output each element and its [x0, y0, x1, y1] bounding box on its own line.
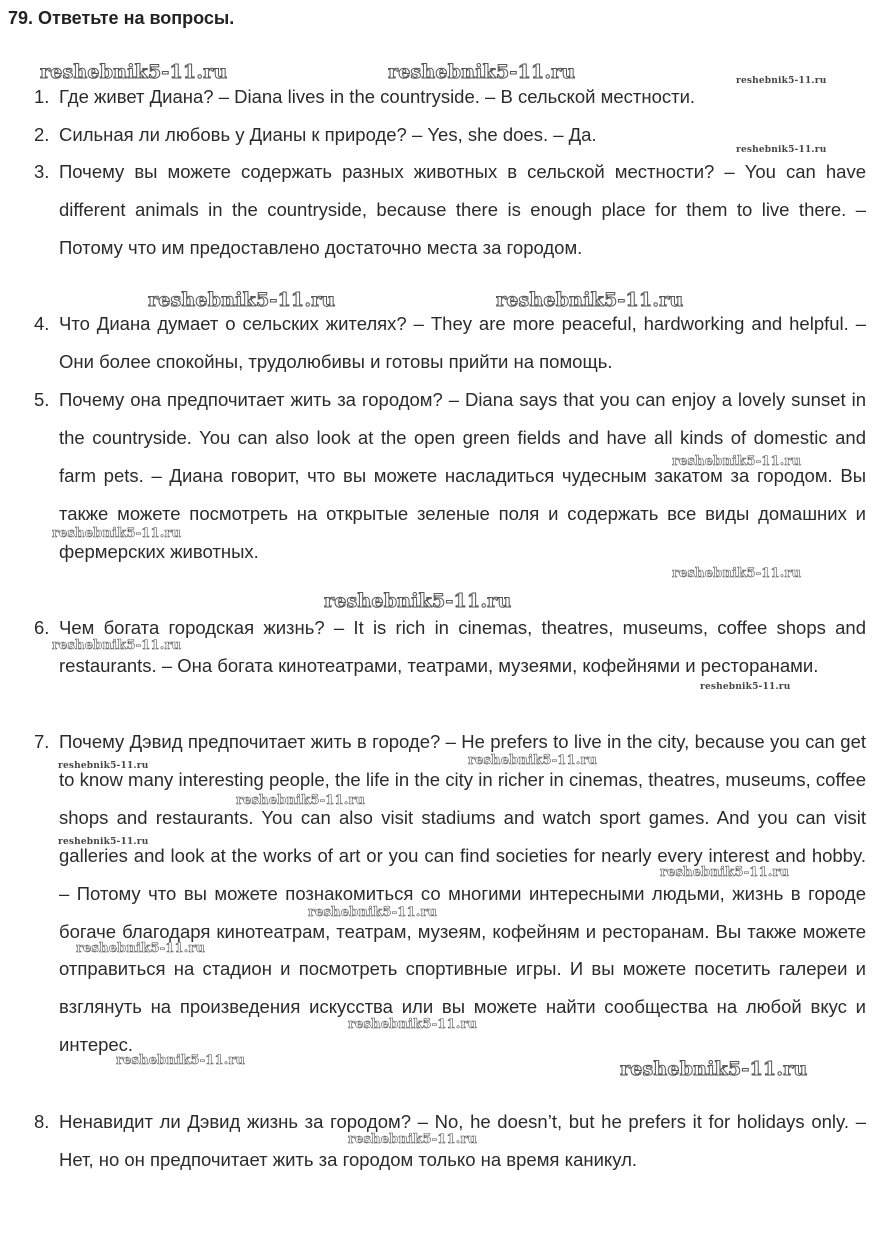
watermark: reshebnik5-11.ru: [496, 289, 684, 311]
item-number: 6.: [34, 617, 50, 638]
watermark: reshebnik5-11.ru: [76, 941, 206, 956]
answer-item-4: [34, 305, 866, 381]
item-number: 5.: [34, 389, 50, 410]
exercise-title: 79. Ответьте на вопросы.: [8, 8, 235, 28]
item-text: Чем богата городская жизнь? – It is rich in cinemas, theatres, museums, coffee shops and restaurants. – Она богата кинотеатрами, театрами, музеями, кофейнями и ресторанами.: [59, 617, 866, 676]
watermark: reshebnik5-11.ru: [308, 905, 438, 920]
answer-item-7: [34, 723, 866, 1064]
watermark: reshebnik5-11.ru: [324, 590, 512, 612]
watermark: reshebnik5-11.ru: [736, 76, 827, 86]
watermark: reshebnik5-11.ru: [620, 1058, 808, 1080]
item-number: 3.: [34, 161, 50, 182]
item-text: Почему вы можете содержать разных животных в сельской местности? – You can have different animals in the countryside, because there is enough place for them to live there. – Потому что им предоставлено достаточно места за городом.: [59, 161, 866, 258]
watermark: reshebnik5-11.ru: [236, 793, 366, 808]
answer-item-3: [34, 153, 866, 267]
item-number: 4.: [34, 313, 50, 334]
watermark: reshebnik5-11.ru: [660, 865, 790, 880]
item-text: Что Диана думает о сельских жителях? – They are more peaceful, hardworking and helpful. – Они более спокойны, трудолюбивы и готовы прийти на помощь.: [59, 313, 866, 372]
watermark: reshebnik5-11.ru: [58, 761, 149, 771]
watermark: reshebnik5-11.ru: [468, 753, 598, 768]
watermark: reshebnik5-11.ru: [116, 1053, 246, 1068]
watermark: reshebnik5-11.ru: [148, 289, 336, 311]
watermark: reshebnik5-11.ru: [672, 566, 802, 581]
item-number: 8.: [34, 1111, 50, 1132]
item-text: Ненавидит ли Дэвид жизнь за городом? – No, he doesn’t, but he prefers it for holidays only. – Нет, но он предпочитает жить за городом только на время каникул.: [59, 1111, 866, 1170]
item-number: 7.: [34, 731, 50, 752]
watermark: reshebnik5-11.ru: [672, 454, 802, 469]
item-number: 2.: [34, 124, 50, 145]
item-text: Сильная ли любовь у Дианы к природе? – Yes, she does. – Да.: [59, 124, 597, 145]
watermark: reshebnik5-11.ru: [52, 526, 182, 541]
item-number: 1.: [34, 86, 50, 107]
answer-item-5: [34, 381, 866, 571]
item-text: Где живет Диана? – Diana lives in the countryside. – В сельской местности.: [59, 86, 696, 107]
watermark: reshebnik5-11.ru: [52, 638, 182, 653]
watermark: reshebnik5-11.ru: [388, 61, 576, 83]
item-text: Почему она предпочитает жить за городом? – Diana says that you can enjoy a lovely sunset in the countryside. You can also look at the open green fields and have all kinds of domestic and farm pets. – Диана говорит, что вы можете насладиться чудесным закатом за городом. Вы также можете посмотреть на открытые зеленые поля и содержать все виды домашних и фермерских животных.: [59, 389, 866, 562]
item-text: Почему Дэвид предпочитает жить в городе? – He prefers to live in the city, because you can get to know many interesting people, the life in the city in richer in cinemas, theatres, museums, coffee shops and restaurants. You can also visit stadiums and watch sport games. And you can visit galleries and look at the works of art or you can find societies for nearly every interest and hobby. – Потому что вы можете познакомиться со многими интересными людьми, жизнь в городе богаче благодаря кинотеатрам, театрам, музеям, кофейням и ресторанам. Вы также можете отправиться на стадион и посмотреть спортивные игры. И вы можете посетить галереи и взглянуть на произведения искусства или вы можете найти сообщества на любой вкус и интерес.: [59, 731, 866, 1056]
watermark: reshebnik5-11.ru: [348, 1132, 478, 1147]
watermark: reshebnik5-11.ru: [348, 1017, 478, 1032]
watermark: reshebnik5-11.ru: [40, 61, 228, 83]
watermark: reshebnik5-11.ru: [58, 837, 149, 847]
watermark: reshebnik5-11.ru: [700, 682, 791, 692]
watermark: reshebnik5-11.ru: [736, 145, 827, 155]
